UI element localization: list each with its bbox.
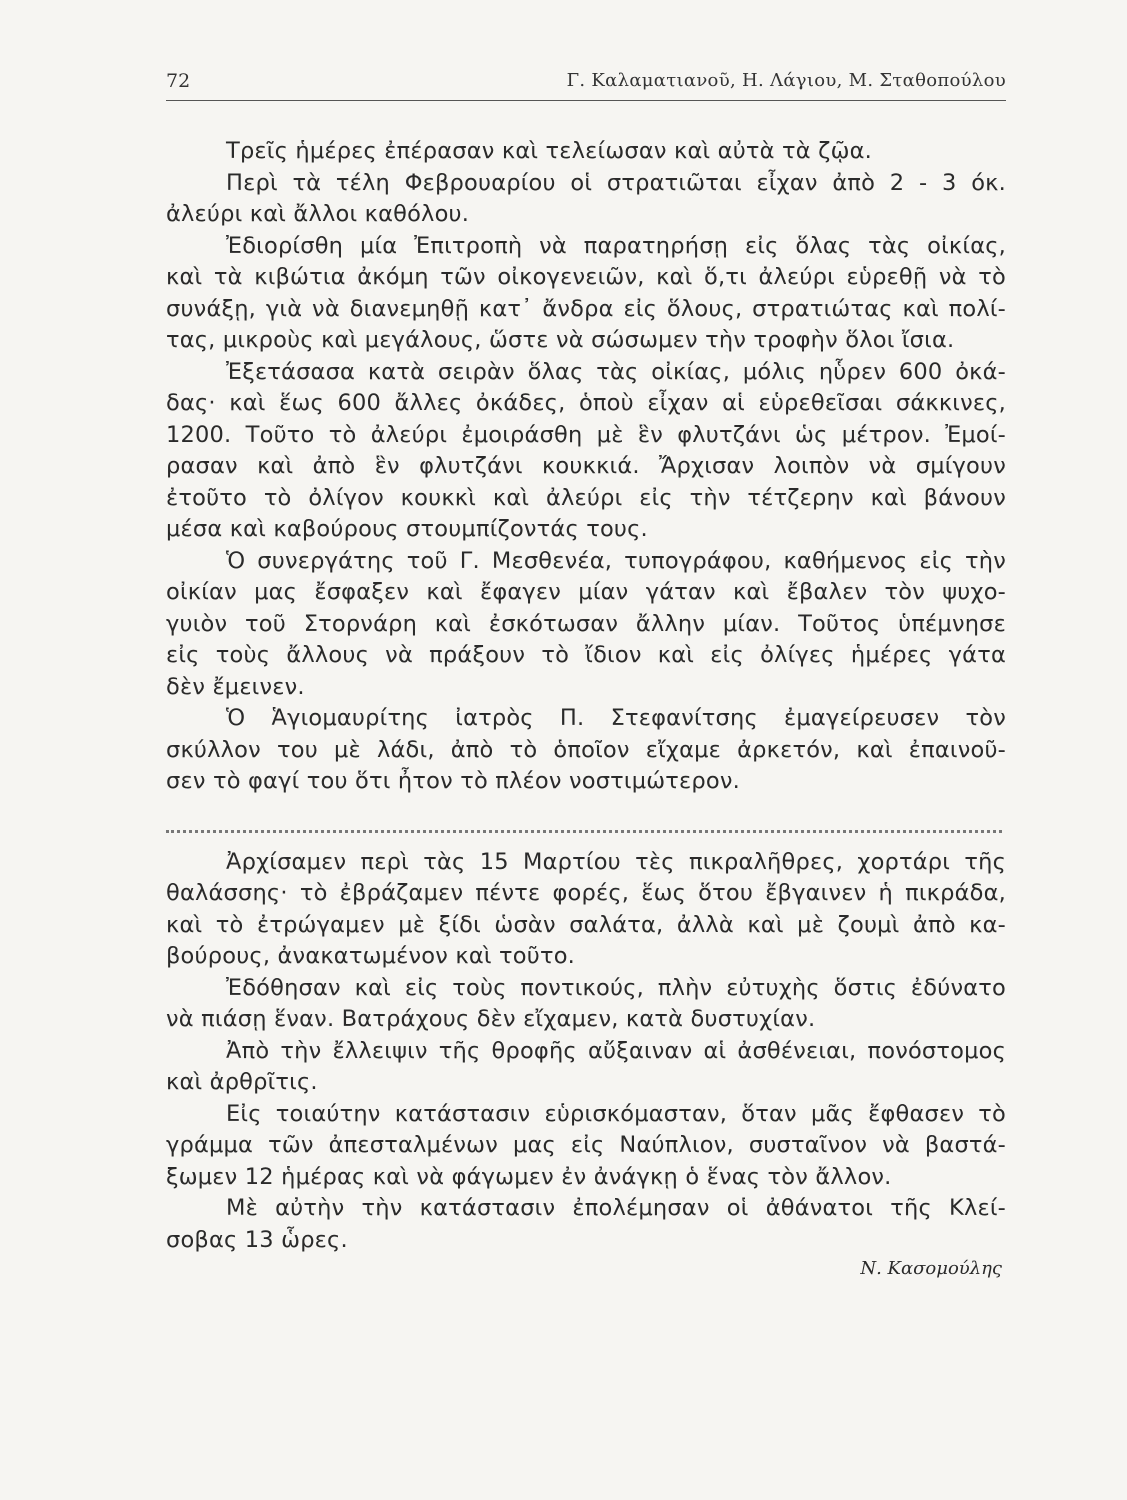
page-header (166, 66, 1006, 102)
text-line: Μὲ αὐτὴν τὴν κατάστασιν ἐπολέμησαν οἱ ἀθάνατοι τῆς Κλεί- (226, 1195, 1006, 1221)
running-head-authors: Γ. Καλαματιανοῦ, Η. Λάγιου, Μ. Σταθοπούλου (566, 70, 1006, 91)
text-line: οἰκίαν μας ἔσφαξεν καὶ ἔφαγεν μίαν γάταν καὶ ἔβαλεν τὸν ψυχο- (166, 579, 1006, 605)
text-line: ρασαν καὶ ἀπὸ ἓν φλυτζάνι κουκκιά. Ἄρχισαν λοιπὸν νὰ σμίγουν (166, 453, 1006, 479)
header-rule (166, 100, 1006, 101)
section-two (166, 847, 1006, 1257)
text-line: καὶ τὸ ἐτρώγαμεν μὲ ξίδι ὡσὰν σαλάτα, ἀλλὰ καὶ μὲ ζουμὶ ἀπὸ κα- (166, 911, 1006, 938)
text-line: γράμμα τῶν ἀπεσταλμένων μας εἰς Ναύπλιον, συσταῖνον νὰ βαστά- (166, 1132, 1006, 1158)
text-line: συνάξῃ, γιὰ νὰ διανεμηθῇ κατ᾽ ἄνδρα εἰς ὅλους, στρατιώτας καὶ πολί- (166, 295, 1006, 322)
paragraph (166, 357, 1006, 546)
text-line: σκύλλον του μὲ λάδι, ἀπὸ τὸ ὁποῖον εἴχαμε ἀρκετόν, καὶ ἐπαινοῦ- (166, 736, 1006, 763)
text-line: γυιὸν τοῦ Στορνάρη καὶ ἐσκότωσαν ἄλλην μίαν. Τοῦτος ὑπέμνησε (166, 610, 1006, 637)
text-line: Ὁ συνεργάτης τοῦ Γ. Μεσθενέα, τυπογράφου, καθήμενος εἰς τὴν (226, 547, 1006, 574)
paragraph (166, 847, 1006, 973)
paragraph (166, 136, 1006, 168)
text-line: Ἐδιορίσθη μία Ἐπιτροπὴ νὰ παρατηρήσῃ εἰς ὅλας τὰς οἰκίας, (226, 232, 1006, 259)
paragraph (166, 1036, 1006, 1099)
page-number: 72 (166, 70, 191, 92)
text-line: νὰ πιάσῃ ἕναν. Βατράχους δὲν εἴχαμεν, κατὰ δυστυχίαν. (166, 1006, 816, 1032)
text-line: Ἐξετάσασα κατὰ σειρὰν ὅλας τὰς οἰκίας, μόλις ηὗρεν 600 ὀκά- (226, 358, 1006, 385)
text-line: 1200. Τοῦτο τὸ ἀλεύρι ἐμοιράσθη μὲ ἓν φλυτζάνι ὡς μέτρον. Ἐμοί- (166, 421, 1006, 448)
text-line: Ἀρχίσαμεν περὶ τὰς 15 Μαρτίου τὲς πικραλῆθρες, χορτάρι τῆς (226, 848, 1006, 875)
text-line: Ἐδόθησαν καὶ εἰς τοὺς ποντικούς, πλὴν εὐτυχὴς ὅστις ἐδύνατο (226, 974, 1006, 1001)
text-line: σεν τὸ φαγί του ὅτι ἦτον τὸ πλέον νοστιμώτερον. (166, 768, 740, 794)
text-line: τας, μικροὺς καὶ μεγάλους, ὥστε νὰ σώσωμεν τὴν τροφὴν ὅλοι ἴσια. (166, 327, 955, 353)
paragraph (166, 1099, 1006, 1194)
text-line: Ἀπὸ τὴν ἔλλειψιν τῆς θροφῆς αὔξαιναν αἱ ἀσθένειαι, πονόστομος (226, 1037, 1006, 1064)
paragraph (166, 703, 1006, 798)
text-line: Ὁ Ἁγιομαυρίτης ἰατρὸς Π. Στεφανίτσης ἐμαγείρευσεν τὸν (226, 705, 1006, 731)
text-line: εἰς τοὺς ἄλλους νὰ πράξουν τὸ ἴδιον καὶ εἰς ὀλίγες ἡμέρες γάτα (166, 642, 1006, 668)
text-line: Τρεῖς ἡμέρες ἐπέρασαν καὶ τελείωσαν καὶ αὐτὰ τὰ ζῷα. (226, 138, 873, 164)
dotted-separator (166, 802, 1002, 833)
text-line: καὶ τὰ κιβώτια ἀκόμη τῶν οἰκογενειῶν, καὶ ὅ,τι ἀλεύρι εὑρεθῇ νὰ τὸ (166, 264, 1006, 290)
text-line: δὲν ἔμεινεν. (166, 673, 305, 700)
text-line: μέσα καὶ καβούρους στουμπίζοντάς τους. (166, 516, 648, 542)
text-line: σοβας 13 ὧρες. (166, 1226, 348, 1253)
paragraph (166, 973, 1006, 1036)
text-line: δας· καὶ ἕως 600 ἄλλες ὀκάδες, ὁποὺ εἶχαν αἱ εὑρεθεῖσαι σάκκινες, (166, 390, 1006, 416)
text-line: Περὶ τὰ τέλη Φεβρουαρίου οἱ στρατιῶται εἶχαν ἀπὸ 2 - 3 όκ. (226, 169, 1006, 196)
text-line: Εἰς τοιαύτην κατάστασιν εὑρισκόμασταν, ὅταν μᾶς ἔφθασεν τὸ (226, 1100, 1006, 1127)
text-line: ξωμεν 12 ἡμέρας καὶ νὰ φάγωμεν ἐν ἀνάγκῃ ὁ ἕνας τὸν ἄλλον. (166, 1163, 892, 1190)
text-line: βούρους, ἀνακατωμένον καὶ τοῦτο. (166, 943, 576, 969)
paragraph (166, 546, 1006, 704)
text-line: ἐτοῦτο τὸ ὀλίγον κουκκὶ καὶ ἀλεύρι εἰς τὴν τέτζερην καὶ βάνουν (166, 484, 1006, 511)
text-line: καὶ ἀρθρῖτις. (166, 1069, 318, 1095)
text-line: ἀλεύρι καὶ ἄλλοι καθόλου. (166, 201, 470, 227)
author-signature: Ν. Κασομούλης (860, 1258, 1002, 1279)
paragraph (166, 168, 1006, 231)
paragraph (166, 231, 1006, 357)
text-line: θαλάσσης· τὸ ἐβράζαμεν πέντε φορές, ἕως ὅτου ἔβγαινεν ἡ πικράδα, (166, 880, 1006, 906)
paragraph (166, 1193, 1006, 1256)
section-one (166, 136, 1006, 798)
body-text (166, 136, 1006, 1279)
